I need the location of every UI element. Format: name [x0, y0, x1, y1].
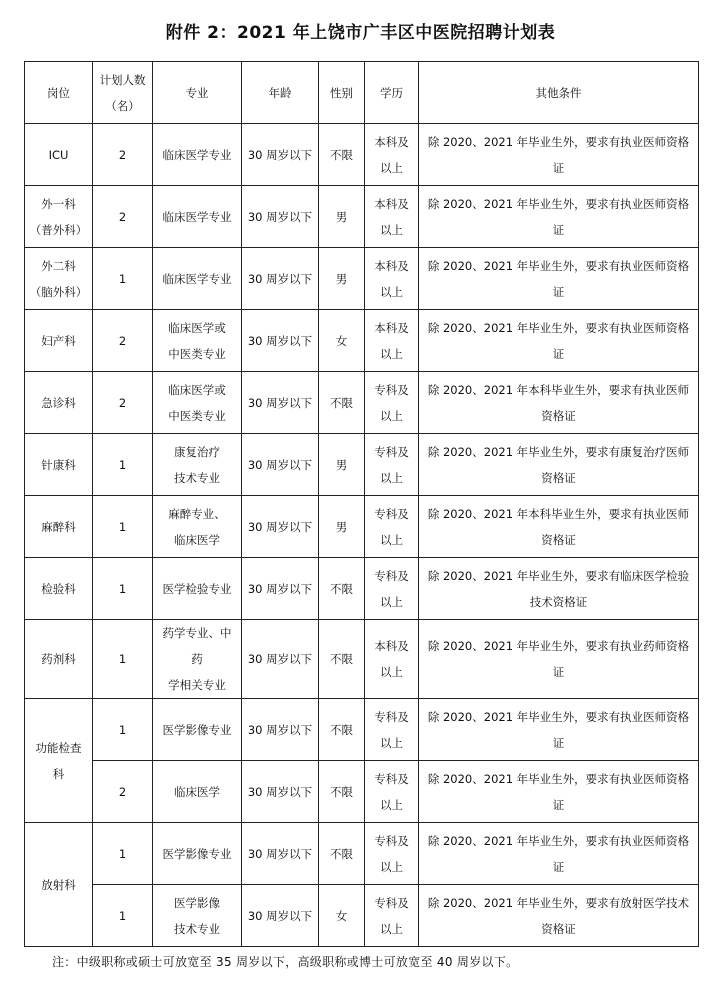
cell-education: 本科及 以上: [365, 186, 419, 248]
cell-count: 1: [93, 496, 153, 558]
header-age: 年龄: [242, 62, 319, 124]
table-row: [25, 823, 699, 885]
cell-education: 专科及 以上: [365, 885, 419, 947]
cell-post: 妇产科: [25, 310, 93, 372]
table-row: [25, 372, 699, 434]
cell-major: 医学影像专业: [153, 699, 242, 761]
cell-education: 专科及 以上: [365, 496, 419, 558]
table-row: [25, 699, 699, 761]
cell-education: 本科及 以上: [365, 310, 419, 372]
table-row: [25, 248, 699, 310]
table-row: [25, 620, 699, 699]
cell-major: 药学专业、中药 学相关专业: [153, 620, 242, 699]
cell-gender: 不限: [319, 699, 365, 761]
cell-age: 30 周岁以下: [242, 761, 319, 823]
cell-post: 外二科 （脑外科）: [25, 248, 93, 310]
cell-age: 30 周岁以下: [242, 885, 319, 947]
cell-gender: 男: [319, 186, 365, 248]
cell-other: 除 2020、2021 年毕业生外，要求有执业医师资格证: [419, 186, 699, 248]
cell-education: 专科及 以上: [365, 761, 419, 823]
cell-age: 30 周岁以下: [242, 372, 319, 434]
header-post: 岗位: [25, 62, 93, 124]
cell-count: 1: [93, 620, 153, 699]
cell-major: 临床医学或 中医类专业: [153, 372, 242, 434]
cell-major: 医学影像专业: [153, 823, 242, 885]
cell-age: 30 周岁以下: [242, 248, 319, 310]
cell-post: 急诊科: [25, 372, 93, 434]
cell-count: 2: [93, 186, 153, 248]
cell-education: 本科及 以上: [365, 620, 419, 699]
cell-gender: 不限: [319, 372, 365, 434]
cell-education: 本科及 以上: [365, 124, 419, 186]
cell-major: 医学检验专业: [153, 558, 242, 620]
cell-major: 康复治疗 技术专业: [153, 434, 242, 496]
cell-major: 临床医学专业: [153, 124, 242, 186]
cell-major: 医学影像 技术专业: [153, 885, 242, 947]
cell-gender: 女: [319, 310, 365, 372]
table-row: [25, 124, 699, 186]
table-row: [25, 186, 699, 248]
table-header-row: [25, 62, 699, 124]
cell-age: 30 周岁以下: [242, 620, 319, 699]
cell-count: 2: [93, 372, 153, 434]
cell-count: 1: [93, 823, 153, 885]
cell-post: ICU: [25, 124, 93, 186]
cell-other: 除 2020、2021 年毕业生外，要求有临床医学检验技术资格证: [419, 558, 699, 620]
document-title: 附件 2：2021 年上饶市广丰区中医院招聘计划表: [165, 23, 556, 43]
header-count: 计划人数 （名）: [93, 62, 153, 124]
cell-gender: 男: [319, 248, 365, 310]
cell-other: 除 2020、2021 年毕业生外，要求有执业医师资格证: [419, 761, 699, 823]
header-education: 学历: [365, 62, 419, 124]
table-row: [25, 310, 699, 372]
header-major: 专业: [153, 62, 242, 124]
cell-other: 除 2020、2021 年毕业生外，要求有执业药师资格证: [419, 620, 699, 699]
cell-gender: 不限: [319, 761, 365, 823]
table-body: [25, 124, 699, 947]
cell-education: 专科及 以上: [365, 434, 419, 496]
cell-age: 30 周岁以下: [242, 558, 319, 620]
cell-other: 除 2020、2021 年本科毕业生外，要求有执业医师资格证: [419, 372, 699, 434]
cell-post: 检验科: [25, 558, 93, 620]
header-gender: 性别: [319, 62, 365, 124]
cell-education: 专科及 以上: [365, 372, 419, 434]
cell-gender: 不限: [319, 124, 365, 186]
cell-other: 除 2020、2021 年毕业生外，要求有康复治疗医师资格证: [419, 434, 699, 496]
cell-gender: 不限: [319, 823, 365, 885]
cell-age: 30 周岁以下: [242, 699, 319, 761]
cell-age: 30 周岁以下: [242, 186, 319, 248]
table-row: [25, 496, 699, 558]
footnote: 注：中级职称或硕士可放宽至 35 周岁以下，高级职称或博士可放宽至 40 周岁以下。: [52, 955, 519, 969]
cell-other: 除 2020、2021 年毕业生外，要求有执业医师资格证: [419, 823, 699, 885]
cell-major: 临床医学或 中医类专业: [153, 310, 242, 372]
cell-count: 1: [93, 248, 153, 310]
cell-count: 1: [93, 434, 153, 496]
cell-count: 1: [93, 558, 153, 620]
cell-post: 放射科: [25, 823, 93, 947]
table-row: [25, 558, 699, 620]
cell-education: 专科及 以上: [365, 558, 419, 620]
cell-age: 30 周岁以下: [242, 310, 319, 372]
cell-other: 除 2020、2021 年本科毕业生外，要求有执业医师资格证: [419, 496, 699, 558]
cell-count: 1: [93, 699, 153, 761]
cell-age: 30 周岁以下: [242, 496, 319, 558]
cell-gender: 不限: [319, 558, 365, 620]
cell-post: 外一科 （普外科）: [25, 186, 93, 248]
cell-age: 30 周岁以下: [242, 124, 319, 186]
cell-major: 临床医学: [153, 761, 242, 823]
recruitment-plan-table: [24, 61, 699, 947]
cell-other: 除 2020、2021 年毕业生外，要求有执业医师资格证: [419, 124, 699, 186]
cell-gender: 女: [319, 885, 365, 947]
cell-other: 除 2020、2021 年毕业生外，要求有执业医师资格证: [419, 248, 699, 310]
cell-other: 除 2020、2021 年毕业生外，要求有执业医师资格证: [419, 310, 699, 372]
cell-age: 30 周岁以下: [242, 823, 319, 885]
cell-gender: 男: [319, 434, 365, 496]
cell-major: 临床医学专业: [153, 248, 242, 310]
cell-count: 2: [93, 761, 153, 823]
cell-post: 功能检查 科: [25, 699, 93, 823]
cell-post: 针康科: [25, 434, 93, 496]
table-row: [25, 761, 699, 823]
cell-education: 专科及 以上: [365, 823, 419, 885]
cell-count: 1: [93, 885, 153, 947]
table-row: [25, 885, 699, 947]
cell-major: 临床医学专业: [153, 186, 242, 248]
header-other: 其他条件: [419, 62, 699, 124]
cell-post: 药剂科: [25, 620, 93, 699]
cell-gender: 男: [319, 496, 365, 558]
cell-gender: 不限: [319, 620, 365, 699]
cell-major: 麻醉专业、 临床医学: [153, 496, 242, 558]
cell-education: 本科及 以上: [365, 248, 419, 310]
cell-education: 专科及 以上: [365, 699, 419, 761]
cell-count: 2: [93, 124, 153, 186]
cell-other: 除 2020、2021 年毕业生外，要求有执业医师资格证: [419, 699, 699, 761]
cell-age: 30 周岁以下: [242, 434, 319, 496]
cell-post: 麻醉科: [25, 496, 93, 558]
table-row: [25, 434, 699, 496]
cell-count: 2: [93, 310, 153, 372]
cell-other: 除 2020、2021 年毕业生外，要求有放射医学技术资格证: [419, 885, 699, 947]
